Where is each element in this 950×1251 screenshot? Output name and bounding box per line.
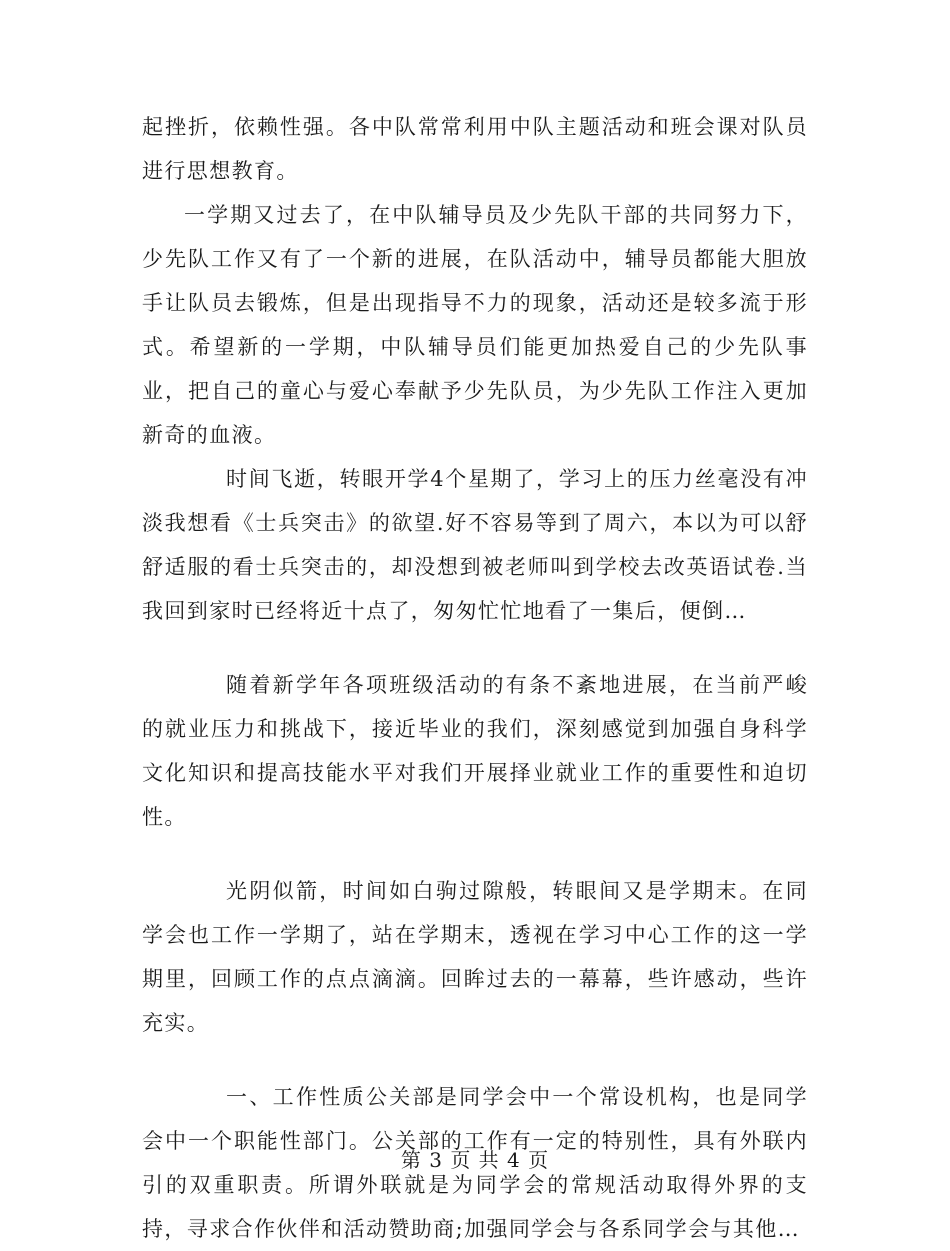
paragraph-soldier-assault: 时间飞逝，转眼开学4个星期了，学习上的压力丝毫没有冲淡我想看《士兵突击》的欲望.好不容易等到了周六，本以为可以舒舒适服的看士兵突击的，却没想到被老师叫到学校去改英语试卷.当我回到家时已经将近十点了，匆匆忙忙地看了一集后，便倒…	[142, 467, 808, 623]
paragraph-pr-department: 一、工作性质公关部是同学会中一个常设机构，也是同学会中一个职能性部门。公关部的工作有一定的特别性，具有外联内引的双重职责。所谓外联就是为同学会的常规活动取得外界的支持，寻求合作伙伴和活动赞助商;加强同学会与各系同学会与其他…	[142, 1085, 808, 1241]
paragraph-semester-summary: 一学期又过去了，在中队辅导员及少先队干部的共同努力下，少先队工作又有了一个新的进展，在队活动中，辅导员都能大胆放手让队员去锻炼，但是出现指导不力的现象，活动还是较多流于形式。希望新的一学期，中队辅导员们能更加热爱自己的少先队事业，把自己的童心与爱心奉献予少先队员，为少先队工作注入更加新奇的血液。	[142, 203, 808, 447]
paragraph-continuation: 起挫折，依赖性强。各中队常常利用中队主题活动和班会课对队员进行思想教育。	[142, 115, 808, 183]
page-number-footer: 第 3 页 共 4 页	[400, 1148, 550, 1172]
paragraph-employment: 随着新学年各项班级活动的有条不紊地进展，在当前严峻的就业压力和挑战下，接近毕业的我们，深刻感觉到加强自身科学文化知识和提高技能水平对我们开展择业就业工作的重要性和迫切性。	[142, 673, 808, 829]
paragraph-term-end: 光阴似箭，时间如白驹过隙般，转眼间又是学期末。在同学会也工作一学期了，站在学期末，透视在学习中心工作的这一学期里，回顾工作的点点滴滴。回眸过去的一幕幕，些许感动，些许充实。	[142, 879, 808, 1035]
document-body	[142, 105, 808, 1251]
